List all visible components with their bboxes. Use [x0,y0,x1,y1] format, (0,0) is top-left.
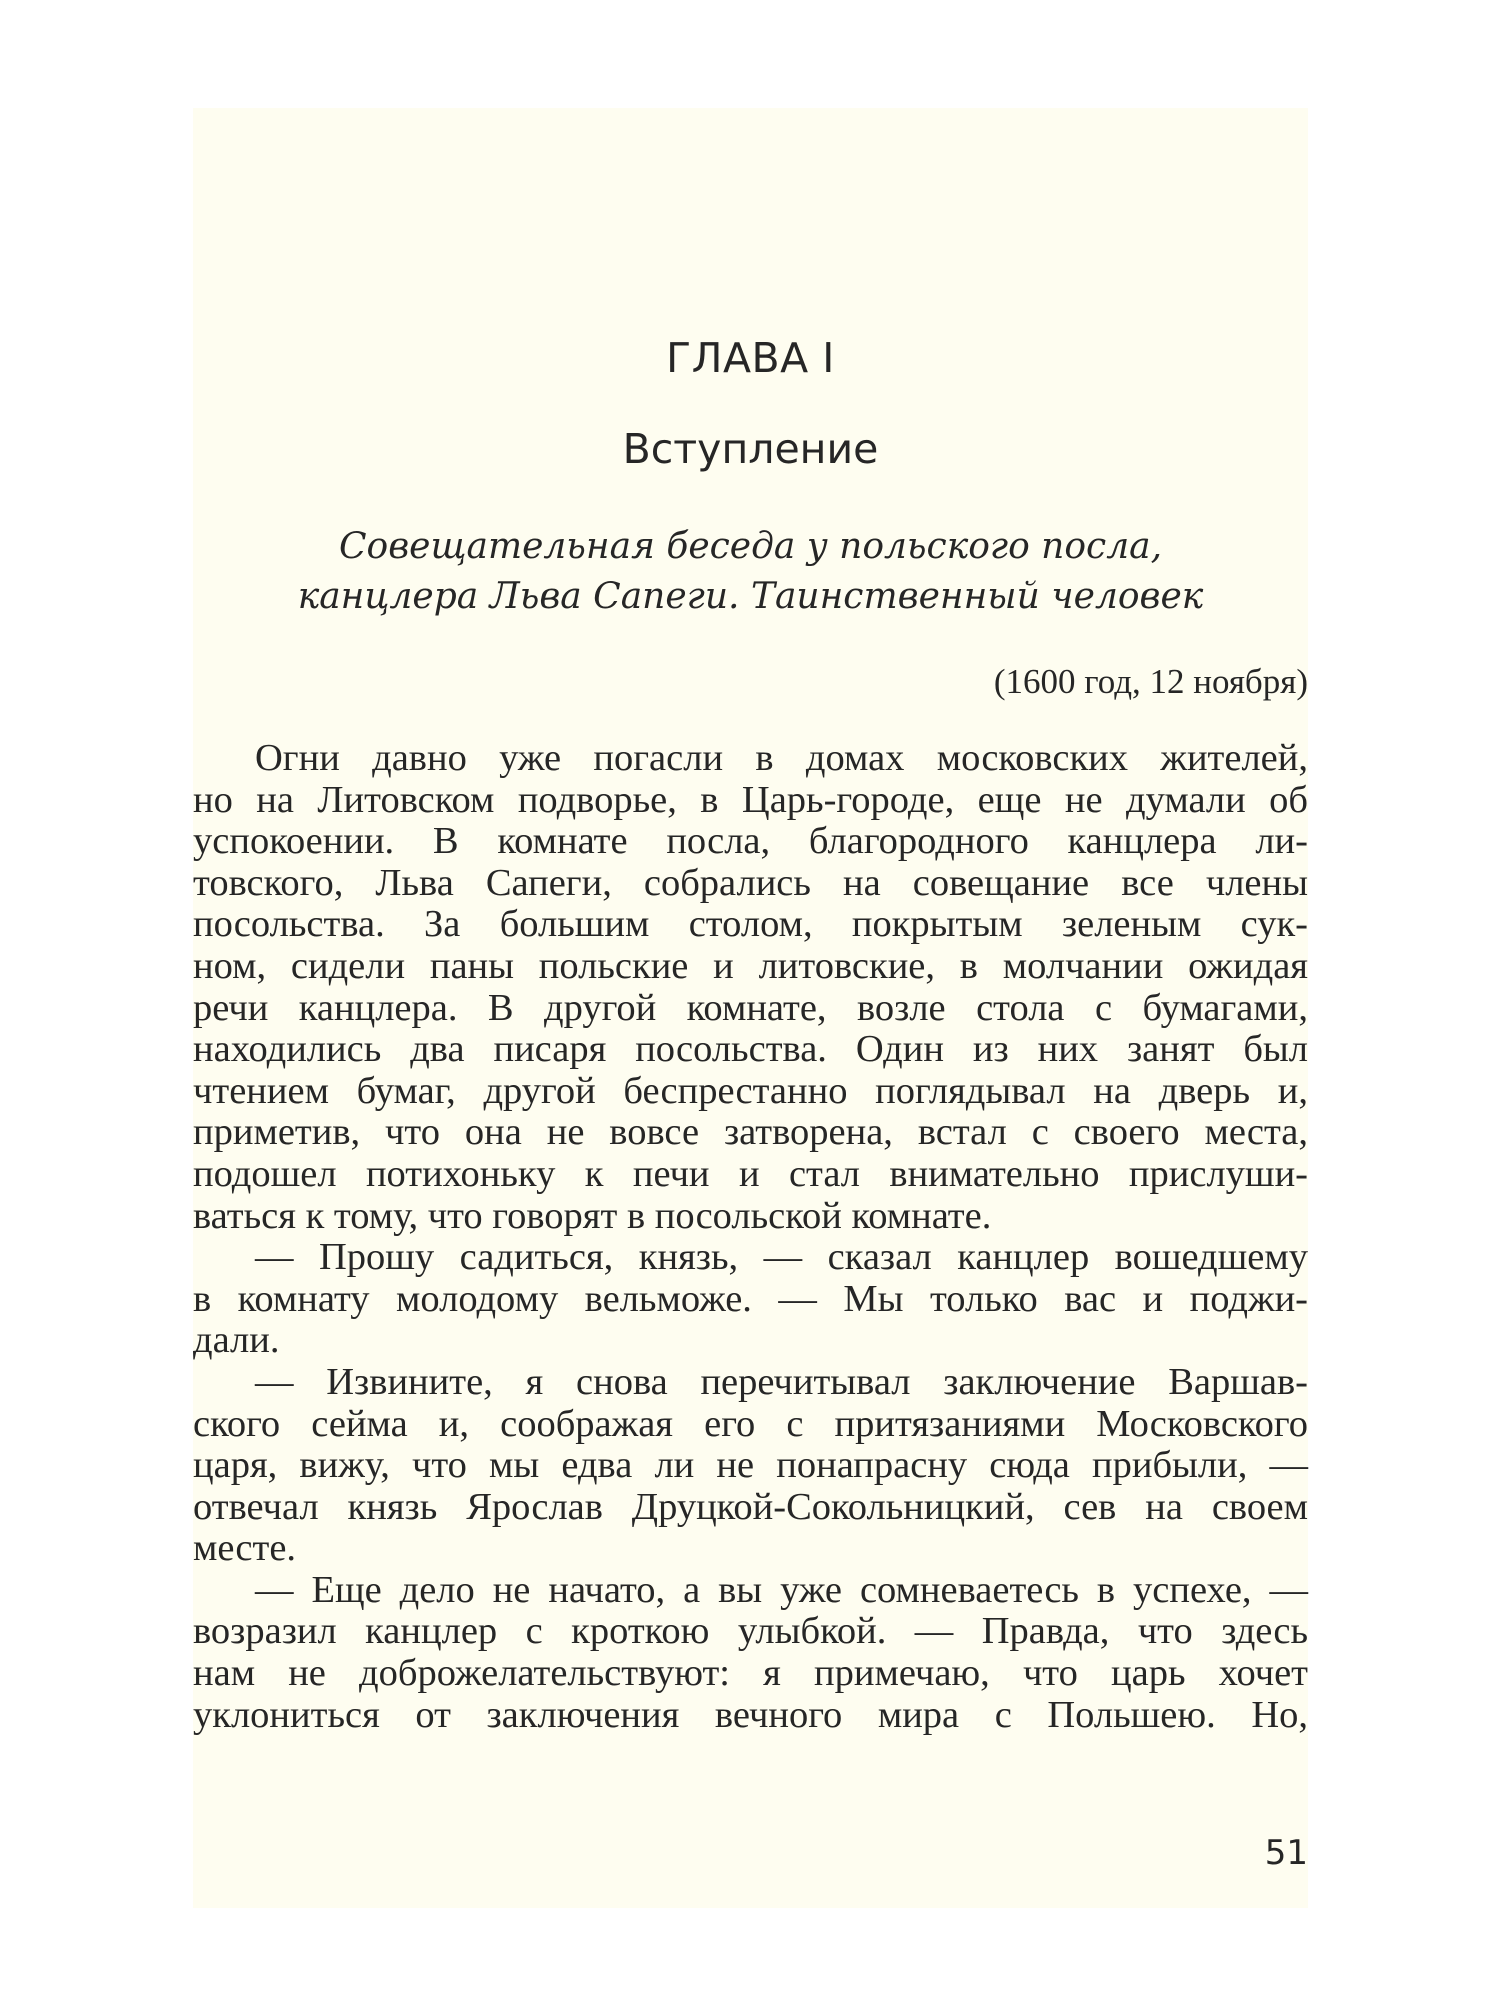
text-line: в комнату молодому вельможе. — Мы только вас и поджи- [193,1277,1308,1320]
paragraph [193,1237,1308,1362]
text-line: но на Литовском подворье, в Царь-городе, еще не думали об [193,778,1308,821]
text-line: — Прошу садиться, князь, — сказал канцлер вошедшему [255,1236,1308,1279]
text-line: царя, вижу, что мы едва ли не понапрасну сюда прибыли, — [193,1444,1308,1487]
subtitle-line: канцлера Льва Сапеги. Таинственный человек [297,576,1204,617]
text-line: Огни давно уже погасли в домах московских жителей, [255,737,1308,779]
text-line: успокоении. В комнате посла, благородного канцлера ли- [193,820,1308,863]
dateline: (1600 год, 12 ноября) [993,662,1308,701]
text-line: — Еще дело не начато, а вы уже сомневаетесь в успехе, — [255,1568,1308,1611]
text-line: нам не доброжелательствуют: я примечаю, что царь хочет [193,1652,1308,1695]
paragraph [193,1362,1308,1570]
text-line: чтением бумаг, другой беспрестанно поглядывал на дверь и, [193,1069,1308,1112]
text-line: отвечал князь Ярослав Друцкой-Сокольницкий, сев на своем [193,1485,1308,1528]
text-line: ваться к тому, что говорят в посольской комнате. [193,1194,992,1237]
text-line: посольства. За большим столом, покрытым зеленым сук- [193,903,1308,946]
text-line: уклониться от заключения вечного мира с Польшею. Но, [193,1693,1308,1736]
text-line: речи канцлера. В другой комнате, возле стола с бумагами, [193,986,1308,1029]
text-line: подошел потихоньку к печи и стал внимательно прислуши- [193,1152,1308,1195]
text-line: товского, Льва Сапеги, собрались на совещание все члены [193,861,1308,904]
text-line: находились два писаря посольства. Один из них занят был [193,1028,1308,1071]
text-line: возразил канцлер с кроткою улыбкой. — Правда, что здесь [193,1610,1308,1653]
text-line: — Извините, я снова перечитывал заключение Варшав- [255,1360,1308,1403]
text-line: ном, сидели паны польские и литовские, в молчании ожидая [193,944,1308,987]
paragraph [193,1570,1308,1736]
body-text [193,738,1308,1736]
page-number: 51 [1264,1833,1308,1873]
text-line: приметив, что она не вовсе затворена, встал с своего места, [193,1111,1308,1154]
text-line: ского сейма и, соображая его с притязаниями Московского [193,1402,1308,1445]
text-line: дали. [193,1319,280,1362]
chapter-heading: ГЛАВА I [666,334,835,382]
paragraph [193,738,1308,1237]
text-line: месте. [193,1527,297,1570]
chapter-subtitle [193,522,1308,622]
section-title: Вступление [622,425,879,473]
book-page [193,108,1308,1908]
subtitle-line: Совещательная беседа у польского посла, [338,526,1163,567]
